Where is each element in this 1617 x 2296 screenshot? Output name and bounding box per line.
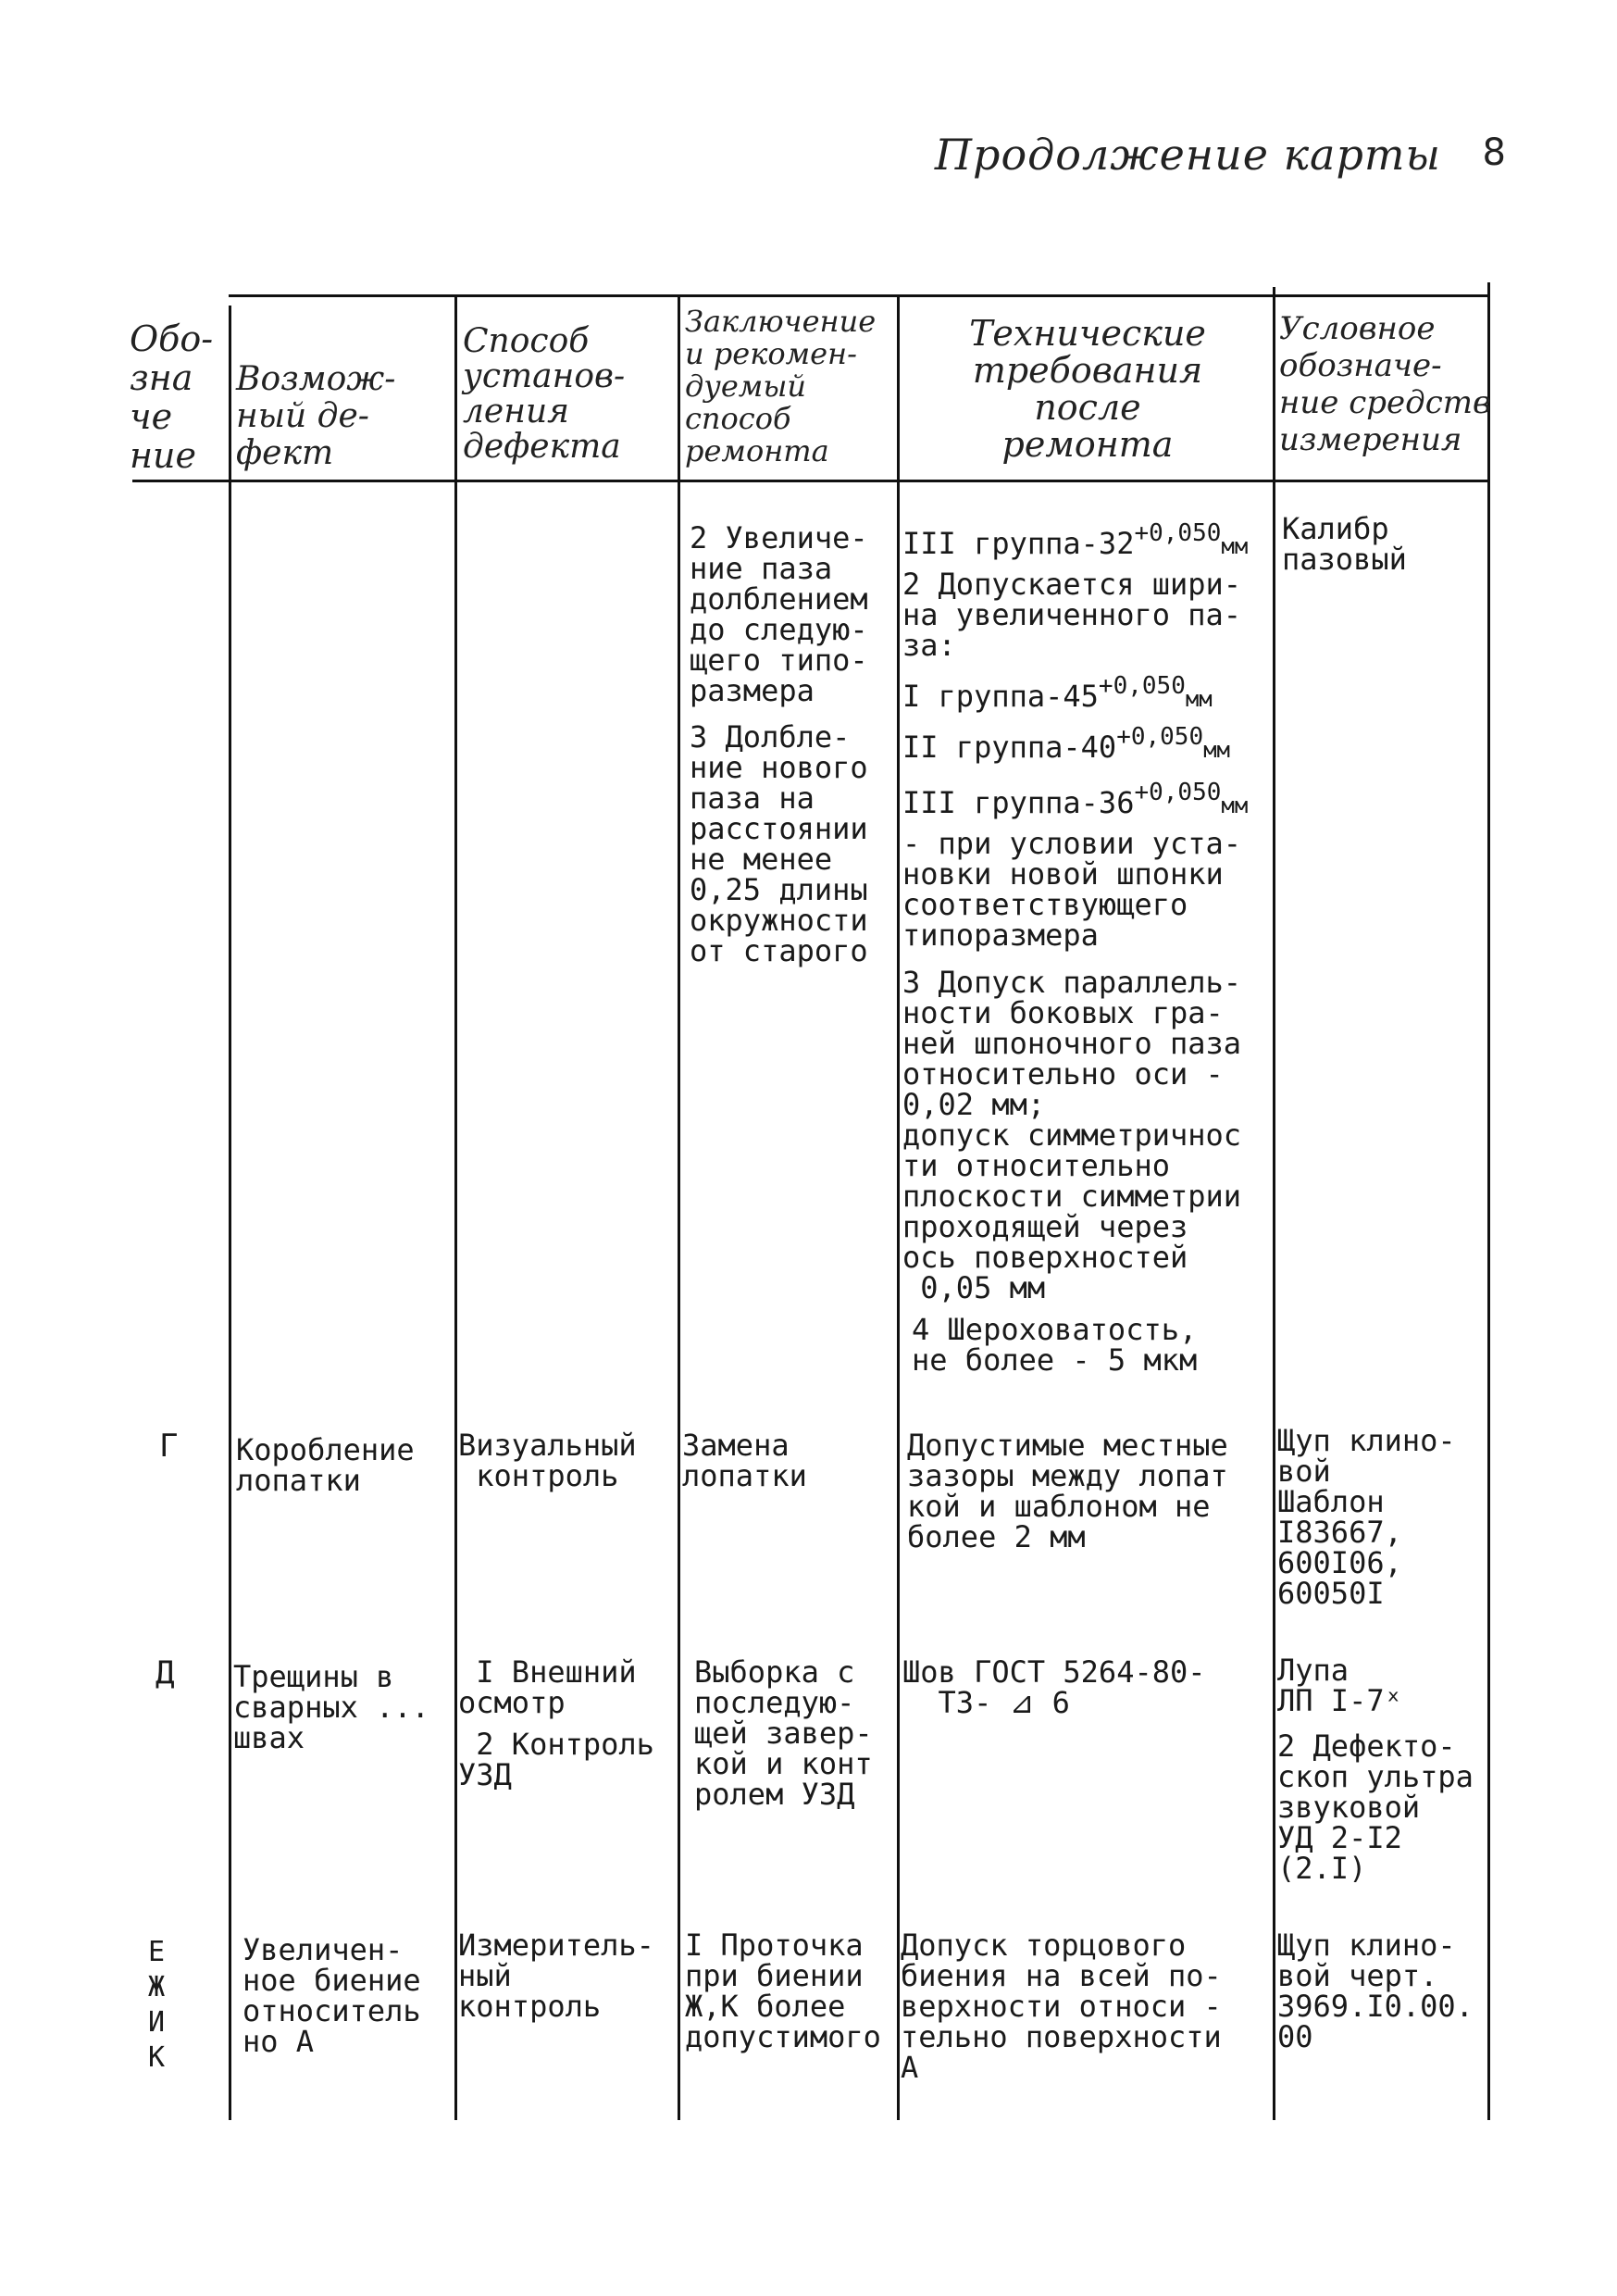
column-divider-5 [1273, 287, 1275, 2120]
repair-replace: Замена лопатки [682, 1428, 807, 1493]
tech-weld: Шов ГОСТ 5264-80- Т3- ⊿ 6 [902, 1654, 1206, 1720]
header-repair-method: Заключение и рекомен- дуемый способ ремонта [685, 304, 877, 468]
page-number: 8 [1482, 131, 1506, 174]
page-title: Продолжение карты [934, 130, 1441, 180]
tech-group-1-size: I группа-$45^{+0,050}мм$ [902, 672, 1213, 714]
method-visual: Визуальный контроль [458, 1428, 637, 1493]
tech-item-2: 2 Допускается шири- на увеличенного па- за: [902, 567, 1242, 663]
measure-flaw-detector: 2 Дефекто- скоп ультра звуковой УД 2-I2 (2.I) [1277, 1728, 1474, 1886]
header-designation: Обо- зна че ние [130, 318, 214, 476]
tech-group-3-width: III группа-$36^{+0,050}мм$ [902, 779, 1249, 820]
tech-runout: Допуск торцового биения на всей по- верхности относи - тельно поверхности А [901, 1928, 1222, 2085]
header-defect: Возмож- ный де- фект [236, 360, 396, 472]
tech-item-3: 3 Допуск параллель- ности боковых гра- ней шпоночного паза относительно оси - 0,02 мм; допуск симметричнос ти относительно плоскости симметрии проходящей через ось поверхностей 0,05 мм [902, 965, 1242, 1305]
repair-item-3: 3 Долбле- ние нового паза на расстоянии не менее 0,25 длины окружности от старого [690, 719, 868, 968]
header-technical-requirements: Технические требования после ремонта [969, 313, 1206, 465]
header-top-line [229, 294, 1490, 297]
method-measuring: Измеритель- ный контроль [458, 1928, 654, 2024]
defect-cracks: Трещины в сварных ... швах [233, 1659, 429, 1755]
column-divider-1 [229, 306, 231, 2120]
row-code-ezhik: Е Ж И К [148, 1936, 166, 2074]
method-external-inspection: I Внешний осмотр [458, 1654, 637, 1720]
row-code-g: Г [159, 1428, 179, 1465]
defect-runout: Увеличен- ное биение относитель но А [243, 1932, 421, 2059]
column-divider-2 [454, 296, 457, 2120]
measure-caliber: Калибр пазовый [1282, 511, 1407, 577]
defect-warping: Коробление лопатки [236, 1432, 415, 1498]
header-bottom-line [132, 480, 1490, 482]
repair-turning: I Проточка при биении Ж,К более допустимого [685, 1928, 881, 2054]
column-divider-4 [897, 294, 900, 2120]
tech-group-2-size: II группа-$40^{+0,050}мм$ [902, 723, 1231, 765]
measure-magnifier: Лупа ЛП I-7ˣ [1277, 1653, 1402, 1718]
header-measurement-means: Условное обозначе- ние средств измерения [1279, 310, 1491, 458]
header-detection-method: Способ установ- ления дефекта [463, 322, 626, 466]
measure-feeler-template: Щуп клино- вой Шаблон I83667, 600I06, 60050I [1277, 1423, 1456, 1611]
column-divider-3 [678, 296, 680, 2120]
tech-gaps: Допустимые местные зазоры между лопат кой и шаблоном не более 2 мм [907, 1428, 1228, 1554]
table-border-right [1487, 282, 1490, 2120]
method-ultrasonic: 2 Контроль УЗД [458, 1727, 654, 1792]
tech-condition: - при условии уста- новки новой шпонки соответствующего типоразмера [902, 826, 1242, 953]
repair-sampling: Выборка с последую- щей завер- кой и конт ролем УЗД [694, 1654, 873, 1812]
tech-group-3-size: III группа-$32^{+0,050}мм$ [902, 519, 1249, 561]
row-code-d: Д [155, 1654, 175, 1691]
measure-feeler-drawing: Щуп клино- вой черт. 3969.I0.00. 00 [1277, 1928, 1474, 2054]
tech-item-4: 4 Шероховатость, не более - 5 мкм [912, 1312, 1198, 1378]
repair-item-2: 2 Увеличе- ние паза долблением до следую- щего типо- размера [690, 520, 868, 708]
